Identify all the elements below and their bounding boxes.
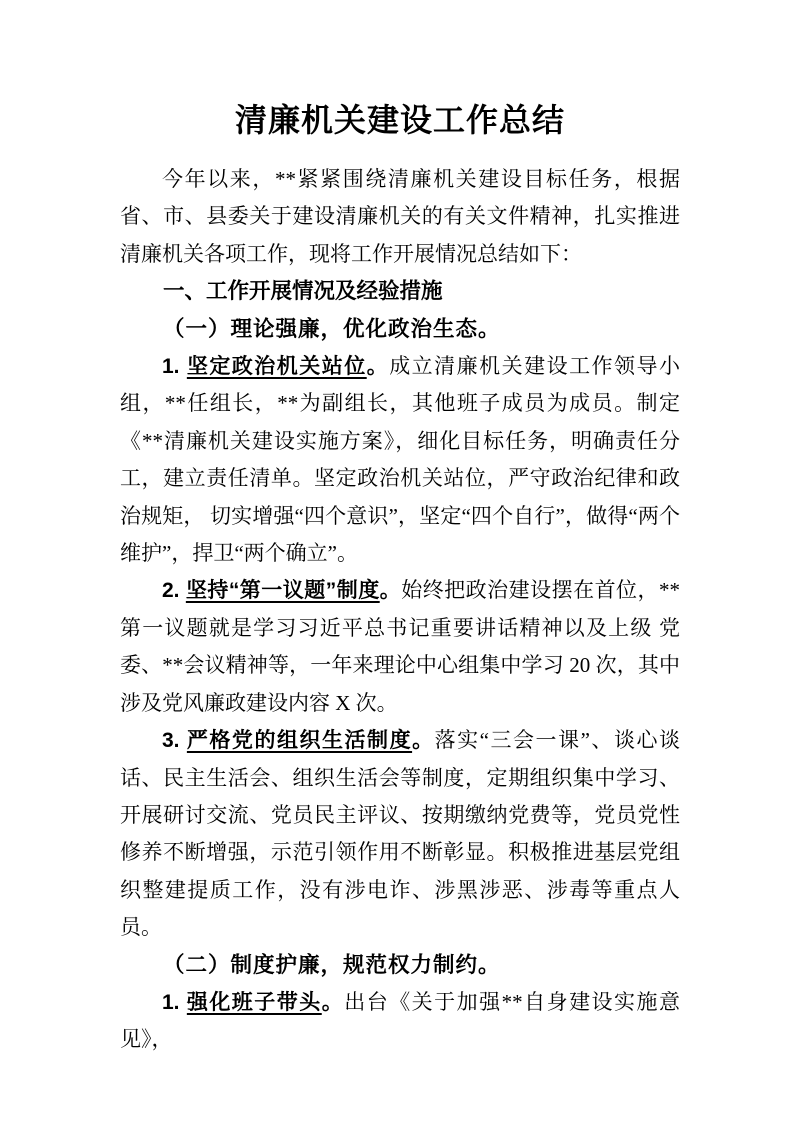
item-heading-period: 。 (321, 990, 345, 1014)
document-title: 清廉机关建设工作总结 (234, 102, 565, 138)
item-number: 1. (162, 990, 187, 1014)
section-1-heading: 一、工作开展情况及经验措施 (163, 279, 443, 304)
item-heading: 严格党的组织生活制度 (186, 729, 413, 753)
item-heading-period: 。 (412, 729, 435, 753)
item-heading-period: 。 (379, 579, 402, 603)
item-heading: 坚持“第一议题”制度 (185, 579, 380, 603)
numbered-item-paragraph (120, 572, 680, 722)
item-number: 3. (162, 729, 187, 753)
numbered-item-paragraph (120, 984, 680, 1059)
item-number: 2. (162, 579, 186, 603)
document-content (120, 0, 680, 1059)
subsection-heading: （二）制度护廉，规范权力制约。 (163, 952, 501, 977)
item-number: 1. (162, 355, 187, 379)
item-body-text: 落实“三会一课”、谈心谈话、民主生活会、组织生活会等制度，定期组织集中学习、 开展研讨交流、党员民主评议、按期缴纳党费等，党员党性修养不断增强，示范引领作用不断彰显。积极推进基层党组织整建提质工作，没有涉电诈、涉黑涉恶、涉毒等重点人员。 (120, 728, 680, 940)
subsection-heading: （一）理论强廉，优化政治生态。 (163, 316, 501, 341)
numbered-item-paragraph (120, 722, 680, 946)
item-heading-period: 。 (366, 355, 390, 379)
item-heading: 强化班子带头 (186, 990, 322, 1014)
item-body-text: 成立清廉机关建设工作领导小组，**任组长，**为副组长，其他班子成员为成员。制定《**清廉机关建设实施方案》，细化目标任务，明确责任分工，建立责任清单。坚定政治机关站位，严守政治纪律和政治规矩， 切实增强“四个意识”，坚定“四个自行”，做得“两个维护”，捍卫“两个确立”。 (120, 354, 681, 566)
item-body-text: 始终把政治建设摆在首位，**第一议题就是学习习近平总书记重要讲话精神以及上级 党委、**会议精神等，一年来理论中心组集中学习 20 次，其中涉及党风廉政建设内容 X 次。 (120, 578, 681, 715)
item-heading: 坚定政治机关站位 (186, 355, 367, 379)
sections-container (120, 311, 680, 1059)
item-body-text: 出台《关于加强**自身建设实施意见》， (120, 989, 681, 1052)
intro-paragraph: 今年以来，**紧紧围绕清廉机关建设目标任务，根据省、市、县委关于建设清廉机关的有关文件精神，扎实推进清廉机关各项工作，现将工作开展情况总结如下： (120, 167, 680, 266)
numbered-item-paragraph (120, 348, 680, 572)
